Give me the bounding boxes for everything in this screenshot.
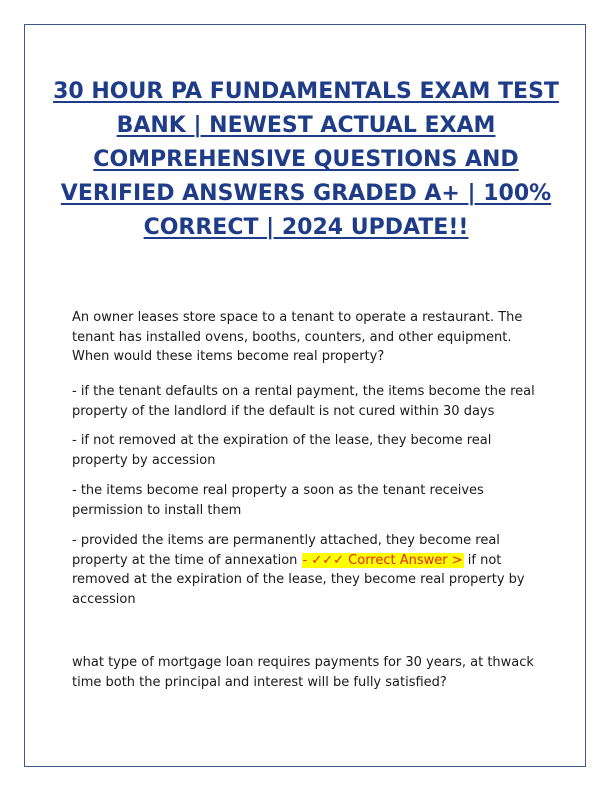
option-text: - if not removed at the expiration of the lease, they become real property by accession (72, 433, 492, 468)
option-text: - if the tenant defaults on a rental payment, the items become the real property of the landlord if the default is not cured within 30 days (72, 384, 535, 419)
document-title: 30 HOUR PA FUNDAMENTALS EXAM TEST BANK | NEWEST ACTUAL EXAM COMPREHENSIVE QUESTIONS AND VERIFIED ANSWERS GRADED A+ | 100% CORRECT | 2024 UPDATE!! (53, 79, 559, 240)
answer-option-1 (72, 382, 540, 421)
option-text: - provided the items are permanently attached, they become real property at the time of annexation (72, 533, 500, 568)
question-2 (72, 653, 540, 692)
correct-answer-text: if not removed at the expiration of the lease, they become real property by accession (72, 552, 525, 607)
question-text: what type of mortgage loan requires payments for 30 years, at thwack time both the principal and interest will be fully satisfied? (72, 655, 534, 690)
correct-answer-marker: - ✓✓✓ Correct Answer > (302, 552, 463, 568)
answer-option-3 (72, 481, 540, 520)
answer-option-2 (72, 431, 540, 470)
question-text: An owner leases store space to a tenant to operate a restaurant. The tenant has installed ovens, booths, counters, and other equipment. When would these items become real property? (72, 310, 523, 364)
option-text: - the items become real property a soon as the tenant receives permission to install them (72, 483, 484, 518)
option-with-answer (72, 531, 540, 609)
answer-option-4 (72, 531, 540, 609)
question-1 (72, 308, 540, 367)
